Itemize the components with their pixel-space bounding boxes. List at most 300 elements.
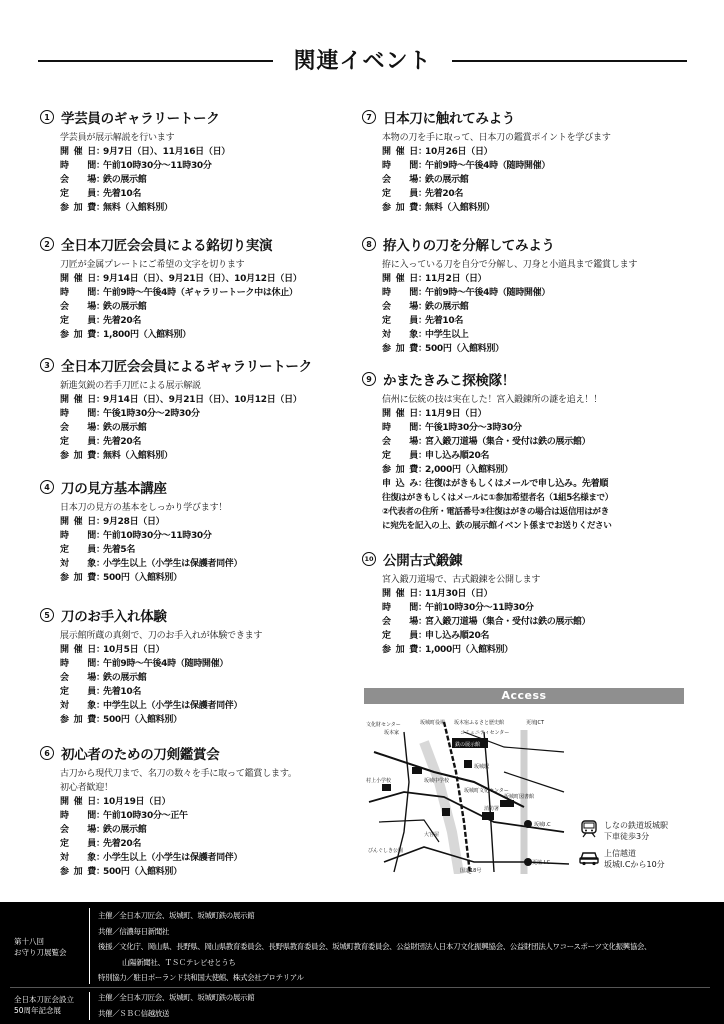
event-detail-label: 時 間 (60, 288, 96, 298)
event-detail-value: 500円（入館料別） (103, 867, 182, 877)
event-description: 学芸員が展示解説を行います (60, 133, 175, 143)
event-description: 初心者歓迎！ (60, 783, 113, 793)
event-detail-row (382, 300, 692, 314)
event-detail-colon: ： (96, 825, 105, 835)
event-detail-colon: ： (418, 589, 427, 599)
event-detail-label: 時 間 (60, 409, 96, 419)
event-detail-colon: ： (96, 531, 105, 541)
event-detail-row (382, 421, 692, 435)
event-detail-row (60, 515, 358, 529)
event-detail-row (60, 159, 358, 173)
event-detail-label: 会 場 (60, 175, 96, 185)
event-detail-row (382, 272, 692, 286)
svg-text:村上小学校: 村上小学校 (366, 778, 392, 784)
event-detail-value: 申し込み順20名 (425, 631, 490, 641)
event-detail-row (60, 529, 358, 543)
event-detail-row (60, 865, 358, 879)
event-detail-colon: ： (418, 617, 427, 627)
event-detail-row (382, 159, 692, 173)
event-detail-value: 先着20名 (103, 316, 142, 326)
event-detail-value: 鉄の展示館 (425, 175, 469, 185)
event-description: 宮入鍛刀道場で、古式鍛錬を公開します (382, 575, 541, 585)
event-detail-row (60, 145, 358, 159)
event-detail-row (382, 643, 692, 657)
svg-text:坂城町図書館: 坂城町図書館 (504, 794, 535, 800)
event-description: 本物の刀を手に取って、日本刀の鑑賞ポイントを学びます (382, 133, 611, 143)
event-detail-colon: ： (96, 395, 105, 405)
event-detail-colon: ： (418, 409, 427, 419)
event-detail-row (382, 328, 692, 342)
event-detail-label: 開催日 (60, 517, 96, 527)
event-detail-row (60, 657, 358, 671)
event-detail-label: 会 場 (60, 825, 96, 835)
event-header (40, 235, 358, 253)
event-number-badge: 4 (40, 480, 54, 494)
event-detail-value: 11月30日（日） (425, 589, 493, 599)
event-detail-row (60, 393, 358, 407)
event-detail-value: 10月5日（日） (103, 645, 165, 655)
event-number-badge: 5 (40, 608, 54, 622)
event-detail-row (382, 173, 692, 187)
event-detail-colon: ： (96, 573, 105, 583)
event-detail-value: 午後1時30分～3時30分 (425, 423, 522, 433)
event-body (362, 393, 692, 533)
event-detail-row (60, 300, 358, 314)
event-title: 初心者のための刀剣鑑賞会 (61, 747, 220, 763)
event-detail-row (382, 477, 692, 491)
event-detail-value: 11月2日（日） (425, 274, 487, 284)
event-detail-row (60, 557, 358, 571)
event-detail-colon: ： (418, 316, 427, 326)
event-detail-label: 開催日 (382, 589, 418, 599)
event-detail-value: 10月26日（日） (425, 147, 493, 157)
event-detail-label: 時 間 (382, 423, 418, 433)
event-description: 日本刀の見方の基本をしっかり学びます！ (60, 503, 228, 513)
event-header (40, 478, 358, 496)
event-detail-colon: ： (96, 545, 105, 555)
event-description: 拵に入っている刀を自分で分解し、刀身と小道具まで鑑賞します (382, 260, 638, 270)
event-detail-colon: ： (96, 437, 105, 447)
event-detail-value: 鉄の展示館 (103, 175, 147, 185)
event-detail-colon: ： (96, 867, 105, 877)
event-detail-value: 鉄の展示館 (425, 302, 469, 312)
event-detail-label: 開催日 (60, 797, 96, 807)
event-detail-value: 午前10時30分～正午 (103, 811, 188, 821)
legend-car (578, 848, 698, 870)
event-detail-colon: ： (418, 465, 427, 475)
legend-train (578, 820, 698, 842)
event-detail-label: 会 場 (60, 673, 96, 683)
page-title: 関連イベント (293, 49, 432, 74)
event-detail-colon: ： (96, 673, 105, 683)
event-detail-label: 会 場 (382, 617, 418, 627)
event-detail-colon: ： (418, 302, 427, 312)
event-detail-value: 午前10時30分～11時30分 (103, 161, 212, 171)
event-number-badge: 6 (40, 746, 54, 760)
event-detail-value: 鉄の展示館 (103, 302, 147, 312)
event-detail-value: 500円（入館料別） (103, 715, 182, 725)
footer-divider-2 (89, 992, 90, 1020)
event-detail-row (60, 328, 358, 342)
event-title: 刀のお手入れ体験 (61, 609, 167, 625)
event-detail-row (382, 601, 692, 615)
footer-block2-label (14, 994, 74, 1016)
footer-line: 特別協力／駐日ポーランド共和国大使館、株式会社プロテリアル (98, 973, 304, 982)
event-detail-label: 参加費 (382, 465, 418, 475)
event-detail-label: 参加費 (60, 330, 96, 340)
event-detail-label: 定 員 (60, 839, 96, 849)
event-detail-value: 午後1時30分～2時30分 (103, 409, 200, 419)
event-detail-colon: ： (418, 161, 427, 171)
event-title: 日本刀に触れてみよう (383, 111, 515, 127)
event-detail-label: 開催日 (382, 147, 418, 157)
event-detail-label: 時 間 (382, 161, 418, 171)
event-detail-colon: ： (418, 631, 427, 641)
event-detail-label: 定 員 (60, 437, 96, 447)
event-detail-row (60, 435, 358, 449)
event-detail-row (382, 449, 692, 463)
event-detail-row (60, 407, 358, 421)
event-detail-value: 500円（入館料別） (425, 344, 504, 354)
footer-separator (10, 987, 710, 988)
event-detail-value: 9月14日（日）、9月21日（日）、10月12日（日） (103, 395, 302, 405)
svg-text:坂本家: 坂本家 (384, 730, 400, 736)
event-10 (362, 550, 692, 657)
event-detail-colon: ： (96, 330, 105, 340)
event-5 (40, 606, 358, 727)
footer (0, 902, 724, 1024)
event-detail-colon: ： (418, 423, 427, 433)
event-detail-value: 500円（入館料別） (103, 573, 182, 583)
event-detail-row (60, 837, 358, 851)
event-detail-row (60, 421, 358, 435)
event-detail-row (60, 823, 358, 837)
svg-text:更埴 I.C: 更埴 I.C (532, 860, 551, 866)
event-detail-colon: ： (96, 839, 105, 849)
event-detail-value: 午前9時～午後4時（随時開催） (425, 288, 551, 298)
event-detail-value: 先着10名 (103, 687, 142, 697)
svg-text:坂城中学校: 坂城中学校 (424, 778, 450, 784)
event-detail-value: 小学生以上（小学生は保護者同伴） (103, 853, 243, 863)
event-detail-value: 鉄の展示館 (103, 673, 147, 683)
event-detail-colon: ： (418, 274, 427, 284)
access-legend (578, 820, 698, 876)
event-detail-row (60, 795, 358, 809)
event-detail-row (60, 314, 358, 328)
event-body (362, 131, 692, 215)
title-row (0, 40, 724, 80)
event-detail-value: 鉄の展示館 (103, 825, 147, 835)
event-detail-colon: ： (96, 853, 105, 863)
event-detail-label: 参加費 (60, 451, 96, 461)
event-body (362, 258, 692, 356)
event-number-badge: 10 (362, 552, 376, 566)
event-detail-value: 午前10時30分～11時30分 (425, 603, 534, 613)
footer-line: 主催／全日本刀匠会、坂城町、坂城町鉄の展示館 (98, 911, 255, 920)
event-detail-row (382, 463, 692, 477)
event-detail-row (382, 615, 692, 629)
event-title: 公開古式鍛錬 (383, 553, 463, 569)
event-detail-row (60, 286, 358, 300)
event-detail-value: 宮入鍛刀道場（集合・受付は鉄の展示館） (425, 617, 591, 627)
event-detail-label: 参加費 (382, 344, 418, 354)
event-detail-label: 申込み (382, 479, 418, 489)
event-description: 新進気鋭の若手刀匠による展示解説 (60, 381, 201, 391)
event-detail-colon: ： (418, 344, 427, 354)
event-detail-row (60, 272, 358, 286)
event-detail-colon: ： (418, 189, 427, 199)
event-detail-colon: ： (96, 175, 105, 185)
event-detail-label: 会 場 (382, 437, 418, 447)
svg-text:鉄の展示館: 鉄の展示館 (455, 742, 481, 748)
svg-text:坂城町文化センター: 坂城町文化センター (464, 788, 509, 794)
event-detail-row (60, 571, 358, 585)
event-detail-colon: ： (418, 479, 427, 489)
event-detail-label: 参加費 (60, 867, 96, 877)
event-detail-label: 時 間 (382, 288, 418, 298)
svg-text:国道18号: 国道18号 (460, 868, 482, 874)
event-detail-row (382, 187, 692, 201)
event-detail-row (382, 435, 692, 449)
event-detail-label: 時 間 (60, 161, 96, 171)
event-description: 展示館所蔵の真剣で、刀のお手入れが体験できます (60, 631, 263, 641)
event-body (362, 573, 692, 657)
event-detail-colon: ： (96, 797, 105, 807)
event-detail-row (60, 543, 358, 557)
event-detail-value: 午前9時～午後4時（ギャラリートーク中は休止） (103, 288, 298, 298)
event-detail-colon: ： (418, 288, 427, 298)
event-detail-colon: ： (96, 645, 105, 655)
svg-text:コミュニティセンター: コミュニティセンター (460, 730, 510, 736)
event-detail-label: 定 員 (60, 189, 96, 199)
event-detail-colon: ： (96, 288, 105, 298)
event-number-badge: 3 (40, 358, 54, 372)
event-body (40, 629, 358, 727)
event-detail-colon: ： (96, 687, 105, 697)
event-6 (40, 744, 358, 879)
access-heading: Access (364, 688, 684, 704)
event-detail-label: 開催日 (60, 274, 96, 284)
event-detail-value: 1,800円（入館料別） (103, 330, 191, 340)
legend-car-line1: 上信越道 (604, 849, 636, 858)
footer-block2-label-line2: 50周年記念展 (14, 1006, 62, 1015)
event-detail-row (382, 342, 692, 356)
event-detail-value: 小学生以上（小学生は保護者同伴） (103, 559, 243, 569)
event-detail-colon: ： (418, 330, 427, 340)
event-detail-row (382, 286, 692, 300)
event-header (40, 356, 358, 374)
event-detail-colon: ： (418, 437, 427, 447)
event-detail-value: 先着20名 (425, 189, 464, 199)
event-detail-label: 参加費 (60, 715, 96, 725)
event-detail-label: 定 員 (382, 631, 418, 641)
event-detail-colon: ： (96, 715, 105, 725)
event-detail-row (382, 145, 692, 159)
event-detail-colon: ： (96, 451, 105, 461)
event-1 (40, 108, 358, 215)
event-detail-row (60, 851, 358, 865)
event-note: ②代表者の住所・電話番号③往復はがきの場合は返信用はがき (382, 507, 609, 517)
event-detail-value: 往復はがきもしくはメールで申し込み。先着順 (425, 479, 609, 489)
footer-block1-lines (98, 908, 651, 986)
event-detail-colon: ： (418, 451, 427, 461)
train-icon (578, 820, 600, 838)
event-detail-label: 対 象 (60, 701, 96, 711)
svg-text:文化財センター: 文化財センター (366, 722, 401, 728)
event-detail-colon: ： (96, 423, 105, 433)
event-detail-value: 先着5名 (103, 545, 136, 555)
svg-text:大宮屋: 大宮屋 (424, 832, 440, 838)
event-detail-value: 9月14日（日）、9月21日（日）、10月12日（日） (103, 274, 302, 284)
event-detail-row (60, 449, 358, 463)
footer-block1-label (14, 936, 67, 958)
event-detail-label: 開催日 (60, 645, 96, 655)
event-detail-label: 定 員 (60, 545, 96, 555)
event-detail-colon: ： (418, 147, 427, 157)
event-detail-row (60, 809, 358, 823)
event-detail-label: 時 間 (60, 659, 96, 669)
car-icon (578, 848, 600, 866)
event-detail-value: 11月9日（日） (425, 409, 487, 419)
event-detail-row (60, 699, 358, 713)
event-3 (40, 356, 358, 463)
event-detail-colon: ： (418, 603, 427, 613)
event-detail-row (60, 173, 358, 187)
event-detail-value: 先着20名 (103, 839, 142, 849)
footer-block2-label-line1: 全日本刀匠会設立 (14, 995, 74, 1004)
event-description: 刀匠が金属プレートにご希望の文字を切ります (60, 260, 245, 270)
event-detail-label: 開催日 (382, 274, 418, 284)
event-detail-value: 午前10時30分～11時30分 (103, 531, 212, 541)
legend-train-line1: しなの鉄道坂城駅 (604, 821, 668, 830)
footer-line: 共催／信濃毎日新聞社 (98, 926, 169, 936)
event-detail-label: 会 場 (60, 423, 96, 433)
event-detail-label: 会 場 (382, 302, 418, 312)
event-detail-value: 先着20名 (103, 437, 142, 447)
event-description: 古刀から現代刀まで、名刀の数々を手に取って鑑賞します。 (60, 769, 297, 779)
event-detail-label: 参加費 (382, 203, 418, 213)
event-detail-value: 無料（入館料別） (103, 451, 173, 461)
event-body (40, 379, 358, 463)
svg-text:坂城I.C: 坂城I.C (534, 822, 551, 828)
event-detail-row (382, 201, 692, 215)
event-detail-colon: ： (96, 701, 105, 711)
access-map (364, 712, 574, 874)
event-detail-colon: ： (418, 175, 427, 185)
event-detail-value: 10月19日（日） (103, 797, 171, 807)
event-detail-label: 対 象 (60, 559, 96, 569)
event-detail-colon: ： (96, 161, 105, 171)
event-detail-row (60, 713, 358, 727)
event-4 (40, 478, 358, 585)
event-detail-colon: ： (96, 302, 105, 312)
event-detail-colon: ： (96, 316, 105, 326)
event-body (40, 131, 358, 215)
event-header (40, 744, 358, 762)
event-detail-row (382, 314, 692, 328)
event-detail-colon: ： (96, 147, 105, 157)
event-title: 拵入りの刀を分解してみよう (383, 238, 555, 254)
footer-line: 山陽新聞社、ＴＳＣテレビせとうち (122, 957, 236, 967)
event-detail-label: 対 象 (60, 853, 96, 863)
event-detail-label: 定 員 (382, 451, 418, 461)
event-7 (362, 108, 692, 215)
event-header (362, 370, 692, 388)
footer-line: 共催／ＳＢＣ信越放送 (98, 1008, 169, 1018)
svg-text:びんぐしき公園: びんぐしき公園 (368, 848, 404, 854)
event-title: 学芸員のギャラリートーク (61, 111, 220, 127)
event-body (40, 767, 358, 879)
legend-car-line2: 坂城I.Cから10分 (604, 860, 665, 869)
event-9 (362, 370, 692, 533)
event-title: 刀の見方基本講座 (61, 481, 167, 497)
event-header (362, 550, 692, 568)
event-detail-colon: ： (418, 203, 427, 213)
event-detail-label: 定 員 (60, 687, 96, 697)
event-detail-label: 定 員 (60, 316, 96, 326)
svg-text:消防署: 消防署 (484, 806, 500, 812)
event-detail-colon: ： (96, 811, 105, 821)
svg-text:更埴JCT: 更埴JCT (526, 720, 545, 726)
footer-line: 主催／全日本刀匠会、坂城町、坂城町鉄の展示館 (98, 993, 255, 1002)
event-detail-row (60, 187, 358, 201)
event-detail-value: 中学生以上 (425, 330, 469, 340)
event-detail-value: 9月28日（日） (103, 517, 165, 527)
event-8 (362, 235, 692, 356)
event-detail-value: 鉄の展示館 (103, 423, 147, 433)
event-header (362, 108, 692, 126)
event-detail-colon: ： (418, 645, 427, 655)
event-detail-label: 会 場 (60, 302, 96, 312)
svg-text:坂城町役場: 坂城町役場 (420, 720, 446, 726)
event-detail-label: 参加費 (60, 203, 96, 213)
event-detail-label: 参加費 (382, 645, 418, 655)
event-note: 往復はがきもしくはメールに①参加希望者名（1組5名様まで） (382, 493, 613, 503)
event-body (40, 501, 358, 585)
event-detail-row (60, 643, 358, 657)
event-title: 全日本刀匠会会員によるギャラリートーク (61, 359, 312, 375)
event-2 (40, 235, 358, 342)
title-rule-left (38, 60, 273, 62)
event-detail-value: 1,000円（入館料別） (425, 645, 513, 655)
event-detail-colon: ： (96, 274, 105, 284)
event-detail-label: 時 間 (60, 811, 96, 821)
event-detail-label: 定 員 (382, 189, 418, 199)
event-detail-colon: ： (96, 203, 105, 213)
event-header (362, 235, 692, 253)
event-number-badge: 8 (362, 237, 376, 251)
event-detail-label: 開催日 (60, 395, 96, 405)
event-detail-value: 申し込み順20名 (425, 451, 490, 461)
event-detail-label: 対 象 (382, 330, 418, 340)
event-detail-row (382, 629, 692, 643)
event-detail-value: 午前9時～午後4時（随時開催） (103, 659, 229, 669)
event-detail-label: 開催日 (382, 409, 418, 419)
footer-block1-label-line1: 第十八回 (14, 937, 44, 946)
footer-block1-label-line2: お守り刀展覧会 (14, 948, 67, 957)
event-number-badge: 2 (40, 237, 54, 251)
event-detail-label: 会 場 (382, 175, 418, 185)
event-detail-value: 中学生以上（小学生は保護者同伴） (103, 701, 243, 711)
event-detail-value: 2,000円（入館料別） (425, 465, 513, 475)
event-header (40, 606, 358, 624)
event-detail-row (60, 685, 358, 699)
svg-text:坂木宿ふるさと歴史館: 坂木宿ふるさと歴史館 (454, 720, 505, 726)
event-detail-value: 先着10名 (103, 189, 142, 199)
event-detail-value: 無料（入館料別） (425, 203, 495, 213)
event-detail-row (60, 671, 358, 685)
event-detail-value: 午前9時～午後4時（随時開催） (425, 161, 551, 171)
